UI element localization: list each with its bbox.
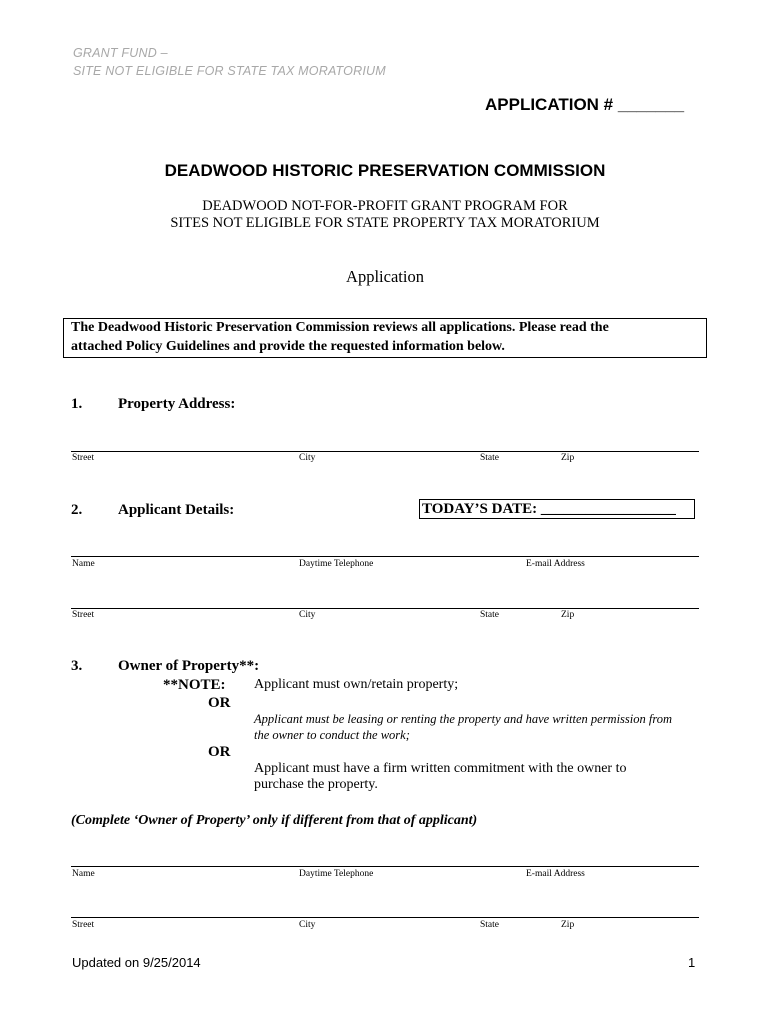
property-city-caption: City	[299, 453, 316, 463]
applicant-city-caption: City	[299, 610, 316, 620]
footer-updated: Updated on 9/25/2014	[72, 955, 201, 970]
owner-zip-caption: Zip	[561, 920, 575, 930]
owner-phone-caption: Daytime Telephone	[299, 869, 374, 879]
intro-line-2: attached Policy Guidelines and provide the requested information below.	[71, 339, 505, 354]
section-3-label: Owner of Property**:	[118, 658, 260, 674]
header-site-not-eligible: SITE NOT ELIGIBLE FOR STATE TAX MORATORIUM	[73, 64, 386, 78]
applicant-contact-line[interactable]	[71, 556, 699, 557]
applicant-address-line[interactable]	[71, 608, 699, 609]
note-firm-commitment-line-1: Applicant must have a firm written commitment with the owner to	[254, 761, 627, 776]
applicant-phone-caption: Daytime Telephone	[299, 559, 374, 569]
owner-contact-line[interactable]	[71, 866, 699, 867]
subtitle-line-1: DEADWOOD NOT-FOR-PROFIT GRANT PROGRAM FOR	[202, 198, 568, 214]
section-1-label: Property Address:	[118, 396, 236, 412]
property-state-caption: State	[480, 453, 499, 463]
or-separator-2: OR	[208, 744, 231, 760]
applicant-email-caption: E-mail Address	[526, 559, 585, 569]
subtitle-line-2: SITES NOT ELIGIBLE FOR STATE PROPERTY TAX MORATORIUM	[170, 215, 600, 231]
property-address-line[interactable]	[71, 451, 699, 452]
todays-date-field[interactable]: TODAY’S DATE: __________________	[422, 501, 676, 517]
intro-line-1: The Deadwood Historic Preservation Commission reviews all applications. Please read the	[71, 320, 609, 335]
applicant-street-caption: Street	[72, 610, 95, 620]
applicant-zip-caption: Zip	[561, 610, 575, 620]
section-2-number: 2.	[71, 502, 83, 518]
page-title: DEADWOOD HISTORIC PRESERVATION COMMISSION	[164, 161, 606, 180]
owner-email-caption: E-mail Address	[526, 869, 585, 879]
owner-city-caption: City	[299, 920, 316, 930]
note-leasing-line-2: the owner to conduct the work;	[254, 728, 410, 742]
section-3-number: 3.	[71, 658, 83, 674]
property-street-caption: Street	[72, 453, 95, 463]
header-grant-fund: GRANT FUND –	[73, 46, 168, 60]
application-number: APPLICATION # _______	[485, 95, 685, 114]
owner-street-caption: Street	[72, 920, 95, 930]
page-number: 1	[688, 955, 696, 970]
owner-state-caption: State	[480, 920, 499, 930]
property-zip-caption: Zip	[561, 453, 575, 463]
applicant-name-caption: Name	[72, 559, 95, 569]
note-firm-commitment-line-2: purchase the property.	[254, 777, 378, 792]
note-label: **NOTE:	[163, 677, 226, 693]
section-2-label: Applicant Details:	[118, 502, 235, 518]
complete-owner-note: (Complete ‘Owner of Property’ only if different from that of applicant)	[71, 813, 478, 828]
application-heading: Application	[346, 267, 424, 286]
owner-address-line[interactable]	[71, 917, 699, 918]
owner-name-caption: Name	[72, 869, 95, 879]
note-leasing-line-1: Applicant must be leasing or renting the property and have written permission from	[254, 712, 673, 726]
note-own-retain: Applicant must own/retain property;	[254, 677, 459, 692]
section-1-number: 1.	[71, 396, 83, 412]
or-separator-1: OR	[208, 695, 231, 711]
applicant-state-caption: State	[480, 610, 499, 620]
